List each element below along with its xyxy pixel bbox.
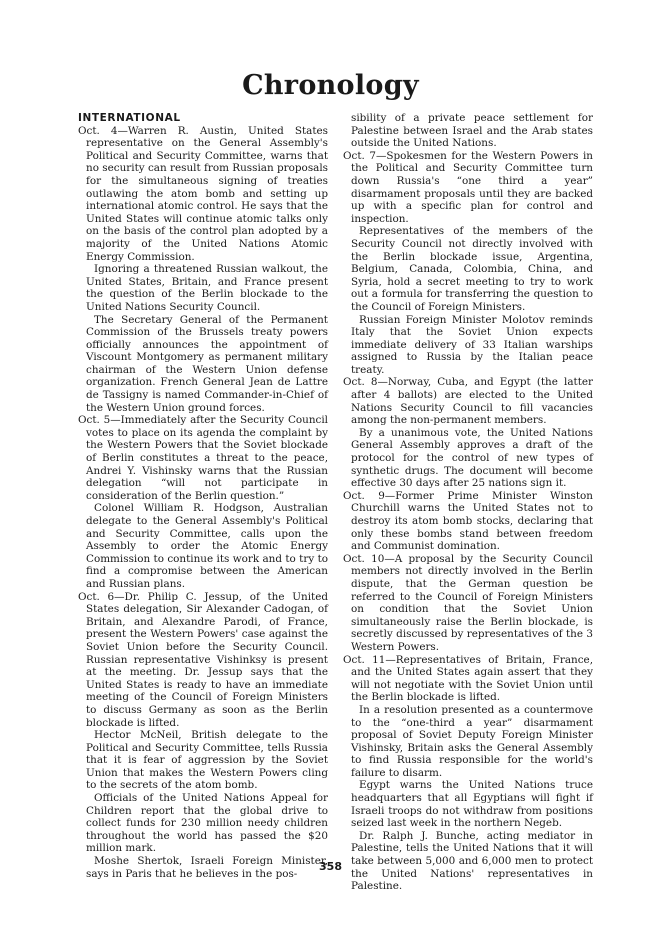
left-column-body	[78, 125, 328, 881]
chronology-paragraph: The Secretary General of the Permanent Commission of the Brussels treaty powers officially announces the appointment of Viscount Montgomery as permanent military chairman of the Western Union defense organization. French General Jean de Lattre de Tassigny is named Commander-in-Chief of the Western Union ground forces.	[86, 313, 328, 414]
chronology-entry: Oct. 10—A proposal by the Security Council members not directly involved in the Berlin dispute, that the German question be referred to the Council of Foreign Ministers on condition that the Soviet Union simultaneously raise the Berlin blockade, is secretly discussed by representatives of the 3 Western Powers.	[343, 552, 593, 653]
page-title: Chronology	[242, 70, 419, 101]
chronology-entry: Oct. 11—Representatives of Britain, France, and the United States again assert that they will not negotiate with the Soviet Union until the Berlin blockade is lifted.	[343, 653, 593, 704]
chronology-paragraph: sibility of a private peace settlement for Palestine between Israel and the Arab states outside the United Nations.	[351, 112, 593, 150]
page-number: 358	[319, 860, 342, 873]
chronology-paragraph: Moshe Shertok, Israeli Foreign Minister, says in Paris that he believes in the pos-	[86, 855, 328, 880]
chronology-entry: Oct. 7—Spokesmen for the Western Powers in the Political and Security Committee turn down Russia's “one third a year” disarmament proposals until they are backed up with a specific plan for control and inspection.	[343, 149, 593, 225]
chronology-entry: Oct. 6—Dr. Philip C. Jessup, of the United States delegation, Sir Alexander Cadogan, of Britain, and Alexandre Parodi, of France, present the Western Powers' case against the Soviet Union before the Security Council. Russian representative Vishinksy is present at the meeting. Dr. Jessup says that the United States is ready to have an immediate meeting of the Council of Foreign Ministers to discuss Germany as soon as the Berlin blockade is lifted.	[78, 590, 328, 729]
left-column	[78, 112, 328, 880]
section-heading: INTERNATIONAL	[78, 112, 181, 124]
chronology-paragraph: Ignoring a threatened Russian walkout, the United States, Britain, and France present the question of the Berlin blockade to the United Nations Security Council.	[86, 263, 328, 313]
chronology-entry: Oct. 5—Immediately after the Security Council votes to place on its agenda the complaint by the Western Powers that the Soviet blockade of Berlin constitutes a threat to the peace, Andrei Y. Vishinsky warns that the Russian delegation “will not participate in consideration of the Berlin question.”	[78, 414, 328, 502]
chronology-paragraph: Egypt warns the United Nations truce headquarters that all Egyptians will fight if Israeli troops do not withdraw from positions seized last week in the northern Negeb.	[351, 779, 593, 830]
chronology-entry: Oct. 8—Norway, Cuba, and Egypt (the latter after 4 ballots) are elected to the United Nations Security Council to fill vacancies among the non-permanent members.	[343, 376, 593, 427]
chronology-paragraph: Hector McNeil, British delegate to the Political and Security Committee, tells Russia that it is fear of aggression by the Soviet Union that makes the Western Powers cling to the secrets of the atom bomb.	[86, 729, 328, 792]
right-column-body	[343, 112, 593, 893]
chronology-paragraph: In a resolution presented as a countermove to the “one-third a year” disarmament proposal of Soviet Deputy Foreign Minister Vishinsky, Britain asks the General Assembly to find Russia responsible for the world's failure to disarm.	[351, 703, 593, 779]
chronology-entry: Oct. 9—Former Prime Minister Winston Churchill warns the United States not to destroy its atom bomb stocks, declaring that only these bombs stand between freedom and Communist domination.	[343, 489, 593, 553]
chronology-paragraph: Colonel William R. Hodgson, Australian delegate to the General Assembly's Political and Security Committee, calls upon the Assembly to order the Atomic Energy Commission to continue its work and to try to find a compromise between the American and Russian plans.	[86, 502, 328, 590]
chronology-entry: Oct. 4—Warren R. Austin, United States representative on the General Assembly's Political and Security Committee, warns that no security can result from Russian proposals for the simultaneous signing of treaties outlawing the atom bomb and setting up international atomic control. He says that the United States will continue atomic talks only on the basis of the control plan adopted by a majority of the United Nations Atomic Energy Commission.	[78, 124, 328, 263]
chronology-paragraph: Officials of the United Nations Appeal for Children report that the global drive to collect funds for 230 million needy children throughout the world has passed the $20 million mark.	[86, 792, 328, 855]
chronology-paragraph: Representatives of the members of the Security Council not directly involved with the Berlin blockade issue, Argentina, Belgium, Canada, Colombia, China, and Syria, hold a secret meeting to try to work out a formula for transferring the question to the Council of Foreign Ministers.	[351, 225, 593, 313]
right-column	[343, 112, 593, 893]
chronology-paragraph: By a unanimous vote, the United Nations General Assembly approves a draft of the protocol for the control of new types of synthetic drugs. The document will become effective 30 days after 25 nations sign it.	[351, 426, 593, 490]
chronology-paragraph: Russian Foreign Minister Molotov reminds Italy that the Soviet Union expects immediate delivery of 33 Italian warships assigned to Russia by the Italian peace treaty.	[351, 313, 593, 376]
chronology-paragraph: Dr. Ralph J. Bunche, acting mediator in Palestine, tells the United Nations that it will take between 5,000 and 6,000 men to protect the United Nations' representatives in Palestine.	[351, 829, 593, 893]
